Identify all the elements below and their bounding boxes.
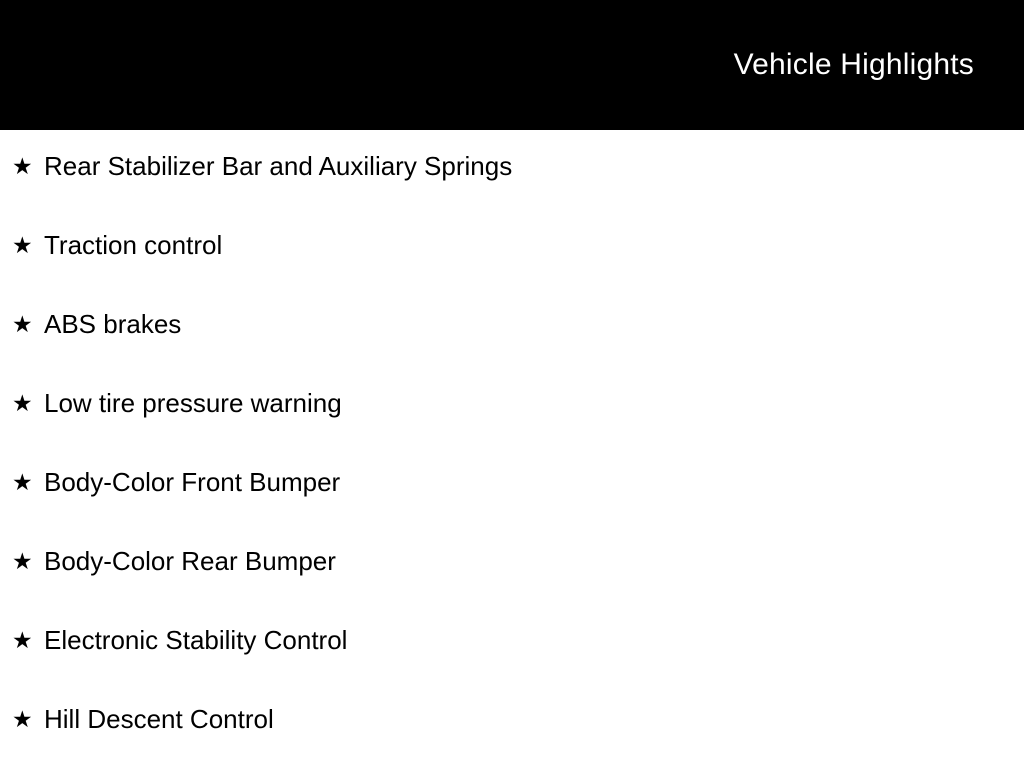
list-item: [0, 467, 1024, 546]
star-bullet-icon: ★: [12, 548, 33, 574]
list-item: [0, 151, 1024, 230]
star-bullet-icon: ★: [12, 627, 33, 653]
list-item-label: Traction control: [44, 230, 223, 260]
list-item-label: Body-Color Front Bumper: [44, 467, 341, 497]
list-item: [0, 704, 1024, 783]
list-item-label: Rear Stabilizer Bar and Auxiliary Springs: [44, 151, 513, 181]
star-bullet-icon: ★: [12, 706, 33, 732]
header-bar: [0, 0, 1024, 130]
list-item: [0, 388, 1024, 467]
page-title: Vehicle Highlights: [733, 48, 974, 81]
vehicle-highlights-list: [0, 130, 1024, 783]
list-item-label: Body-Color Rear Bumper: [44, 546, 336, 576]
list-item-label: Electronic Stability Control: [44, 625, 348, 655]
star-bullet-icon: ★: [12, 469, 33, 495]
star-bullet-icon: ★: [12, 232, 33, 258]
list-item: [0, 625, 1024, 704]
star-bullet-icon: ★: [12, 153, 33, 179]
star-bullet-icon: ★: [12, 311, 33, 337]
list-item-label: Hill Descent Control: [44, 704, 274, 734]
list-item: [0, 230, 1024, 309]
list-item: [0, 546, 1024, 625]
list-item-label: Low tire pressure warning: [44, 388, 342, 418]
list-item-label: ABS brakes: [44, 309, 182, 339]
list-item: [0, 309, 1024, 388]
star-bullet-icon: ★: [12, 390, 33, 416]
